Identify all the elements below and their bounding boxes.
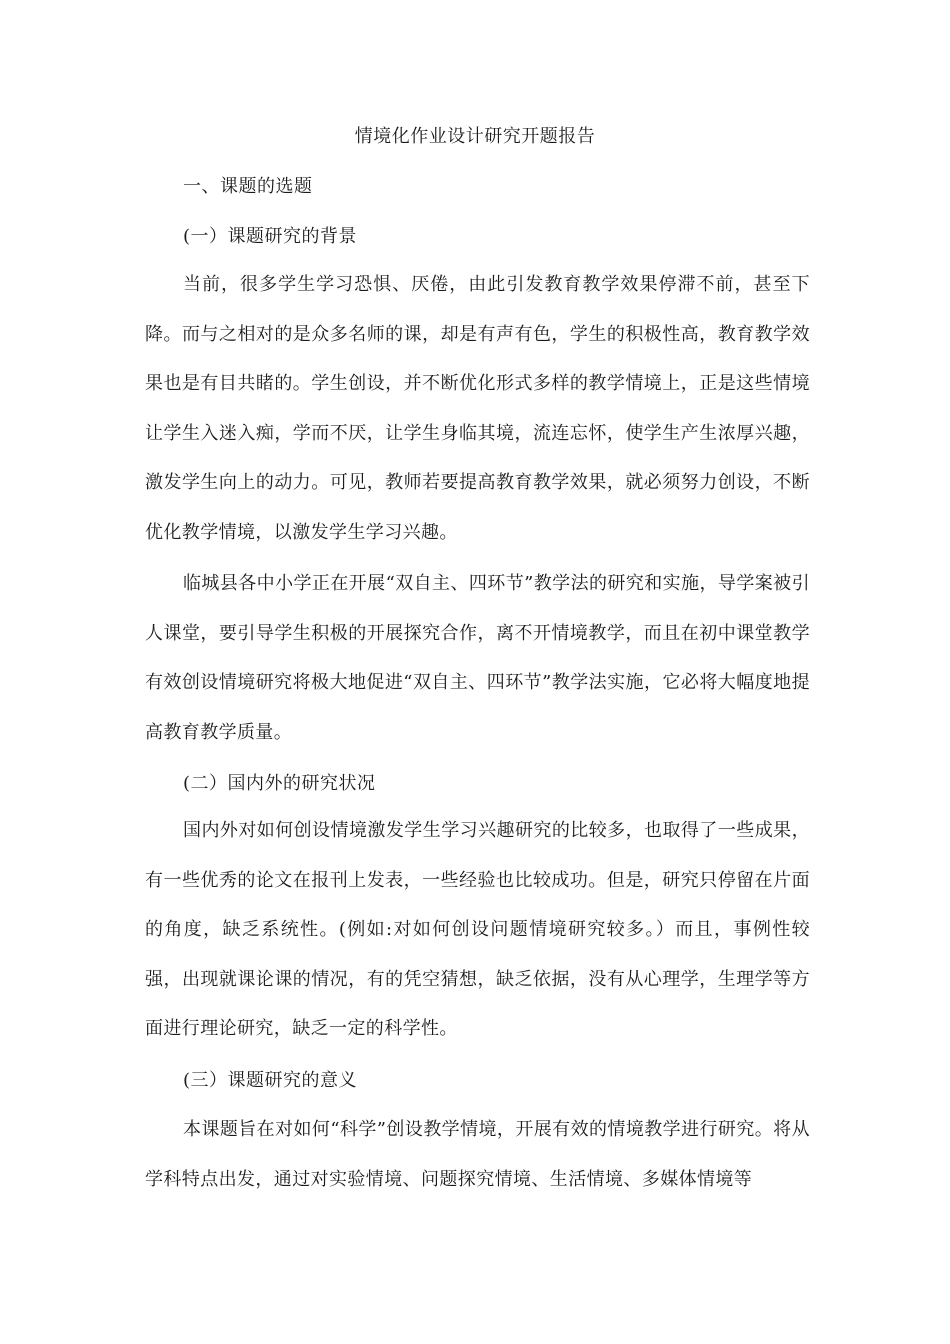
paragraph-background-2: 临城县各中小学正在开展“双自主、四环节”教学法的研究和实施，导学案被引人课堂，要引导学生积极的开展探究合作，离不开情境教学，而且在初中课堂教学有效创设情境研究将极大地促进“双自主、四环节”教学法实施，它必将大幅度地提高教育教学质量。 — [145, 573, 810, 743]
subsection-heading-research-status: (二）国内外的研究状况 — [183, 773, 376, 794]
section-heading-1: 一、课题的选题 — [183, 176, 313, 197]
subsection-heading-background: (一）课题研究的背景 — [183, 226, 358, 247]
paragraph-research-status: 国内外对如何创设情境激发学生学习兴趣研究的比较多，也取得了一些成果，有一些优秀的论文在报刊上发表，一些经验也比较成功。但是，研究只停留在片面的角度，缺乏系统性。(例如:对如何创设问题情境研究较多。）而且，事例性较强，出现就课论课的情况，有的凭空猜想，缺乏依据，没有从心理学，生理学等方面进行理论研究，缺乏一定的科学性。 — [145, 820, 810, 1040]
paragraph-background-1: 当前，很多学生学习恐惧、厌倦，由此引发教育教学效果停滞不前，甚至下降。而与之相对的是众多名师的课，却是有声有色，学生的积极性高，教育教学效果也是有目共睹的。学生创设，并不断优化形式多样的教学情境上，正是这些情境让学生入迷入痴，学而不厌，让学生身临其境，流连忘怀，使学生产生浓厚兴趣，激发学生向上的动力。可见，教师若要提高教育教学效果，就必须努力创设，不断优化教学情境，以激发学生学习兴趣。 — [145, 274, 810, 543]
document-title: 情境化作业设计研究开题报告 — [354, 126, 596, 147]
paragraph-significance: 本课题旨在对如何“科学”创设教学情境，开展有效的情境教学进行研究。将从学科特点出发，通过对实验情境、问题探究情境、生活情境、多媒体情境等 — [145, 1119, 810, 1190]
subsection-heading-significance: (三）课题研究的意义 — [183, 1070, 358, 1091]
